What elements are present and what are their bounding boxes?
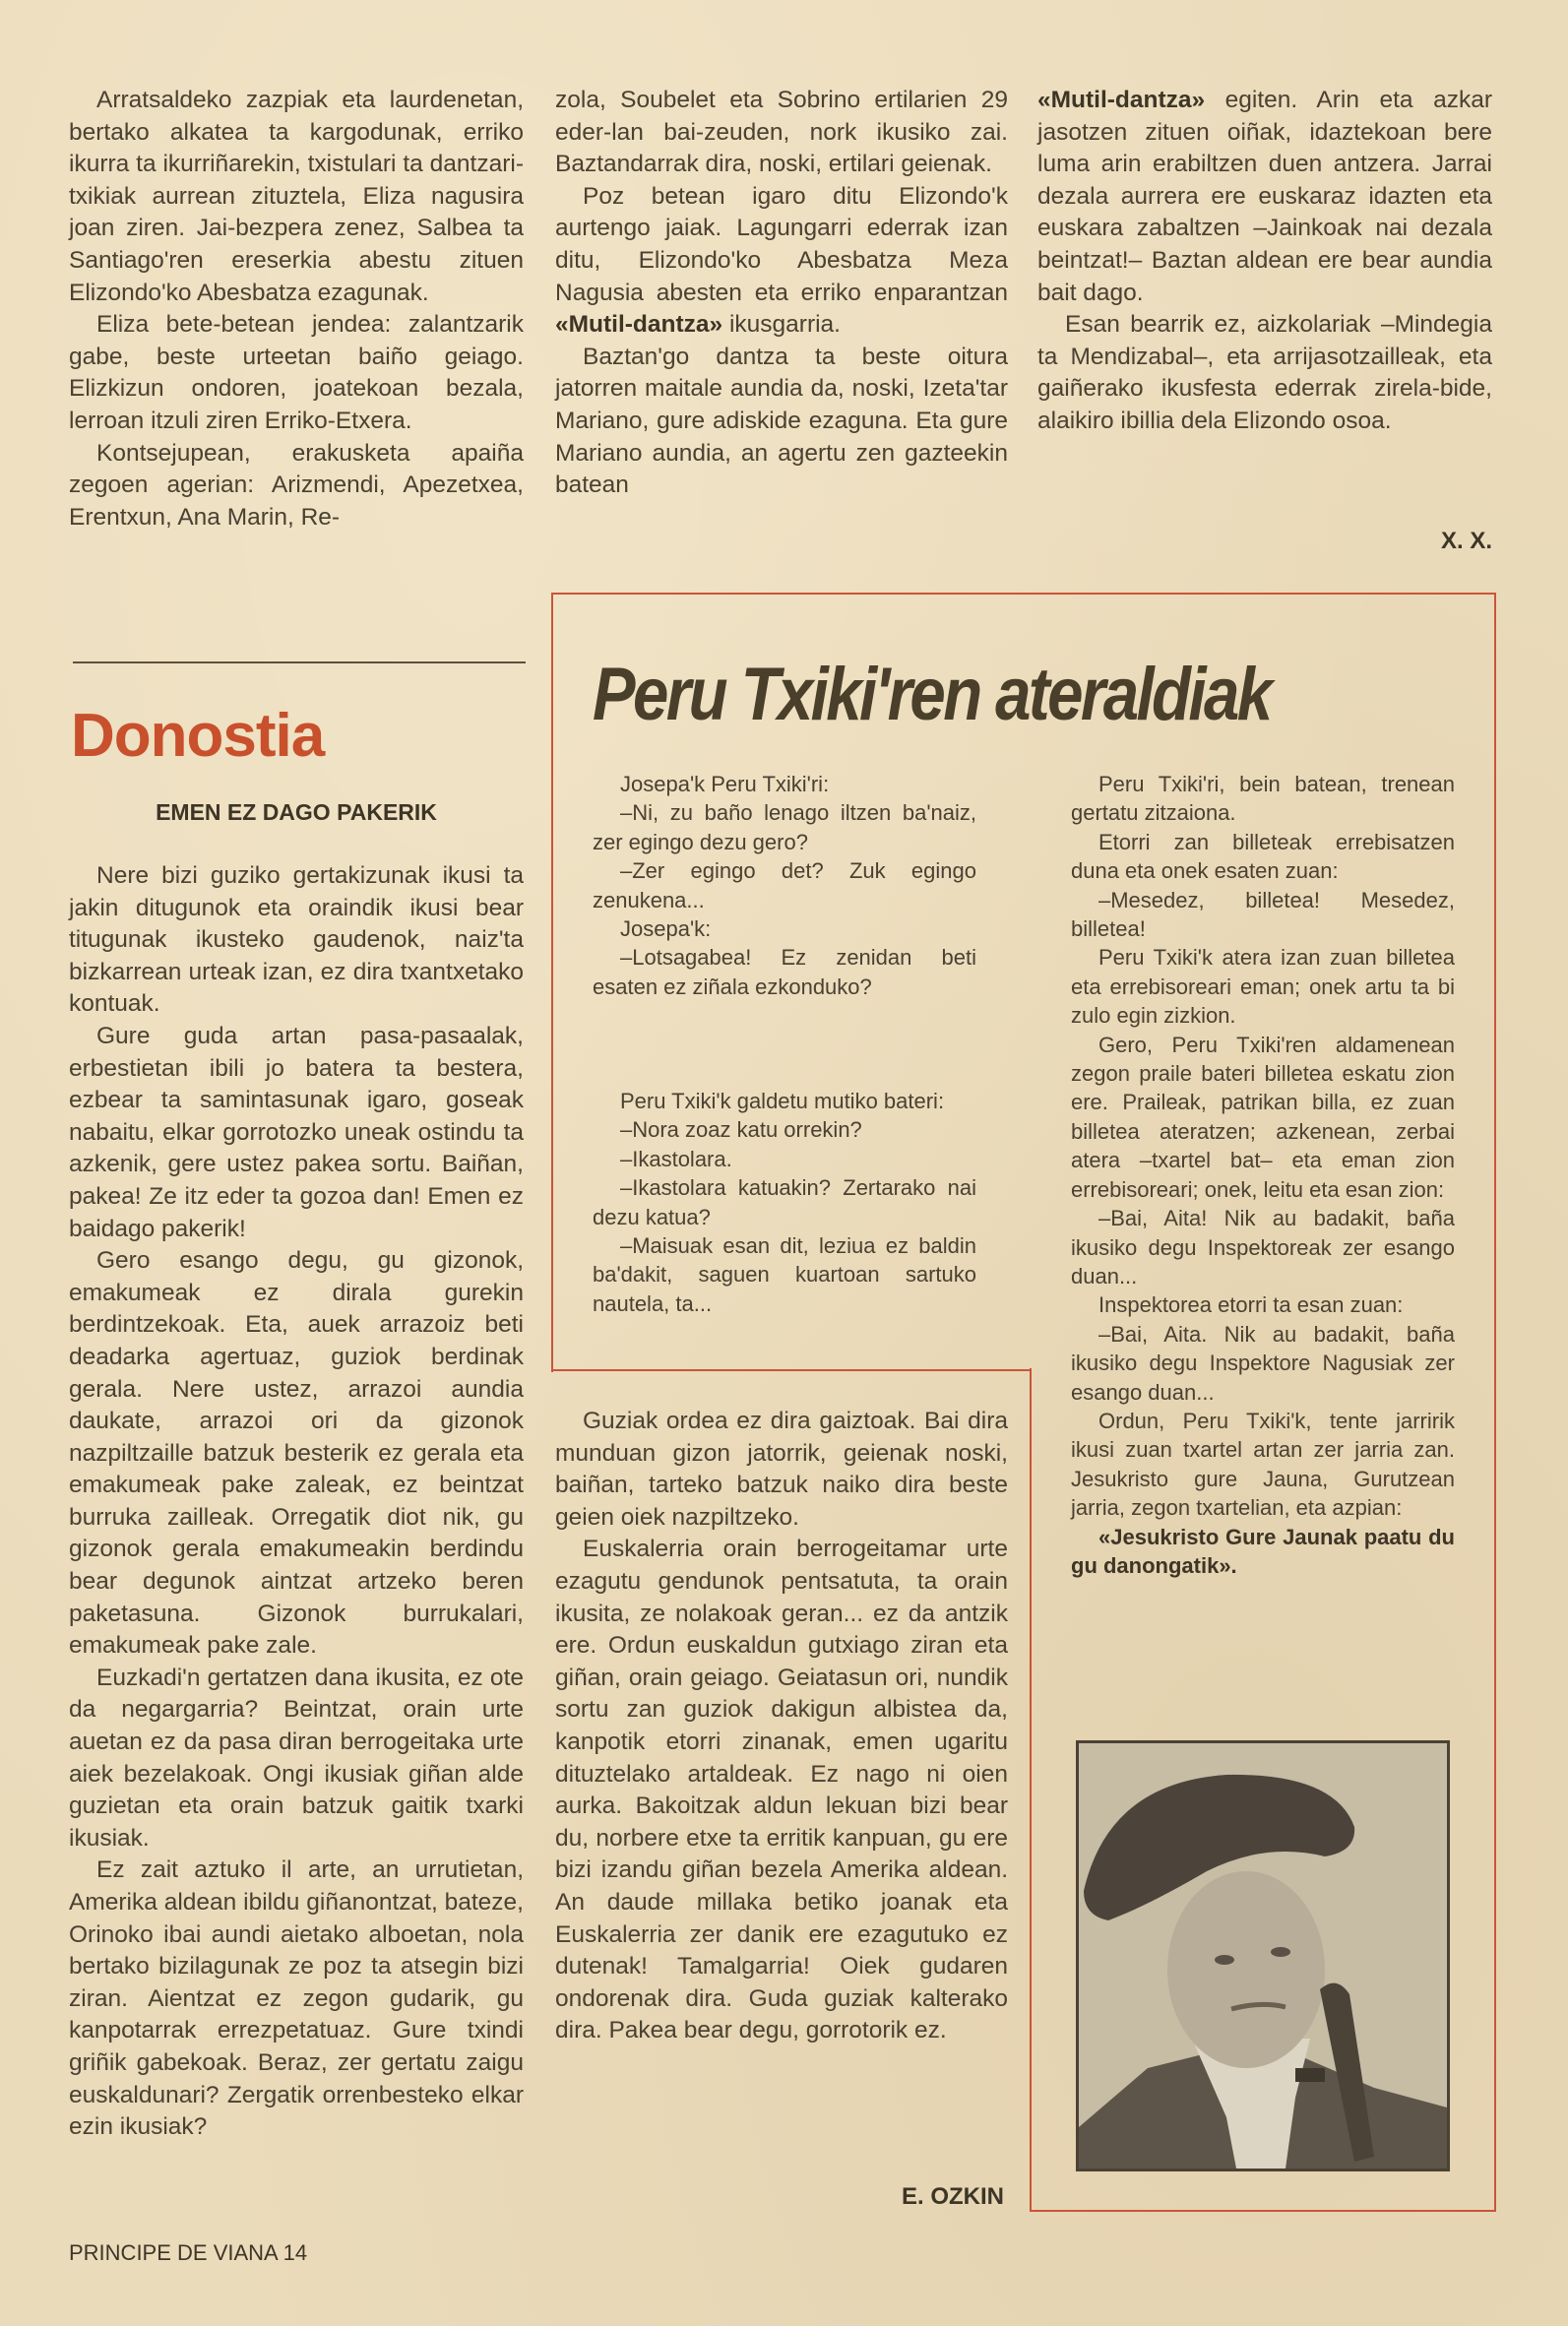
joke-line: –Ni, zu baño lenago iltzen ba'naiz, zer egingo dezu gero?	[593, 800, 976, 854]
bold-term: «Mutil-dantza»	[1037, 87, 1206, 113]
paragraph: zola, Soubelet eta Sobrino ertilarien 29 eder-lan bai-zeuden, nork ikusiko zai. Baztandarrak dira, noski, ertilari geienak.	[555, 87, 1008, 178]
paragraph: «Mutil-dantza» egiten. Arin eta azkar jasotzen zituen oiñak, idaztekoan bere luma arin erabiltzen duen antzera. Jarrai dezala aurrera ere euskaraz idazten eta euskara zabaltzen –Jainkoak nai dezala beintzat!– Baztan aldean ere bear aundia bait dago.	[1037, 87, 1492, 306]
paragraph: Gure guda artan pasa-pasaalak, erbestietan ibili jo batera ta bestera, ezbear ta samintasunak igaro, goseak nabaitu, elkar gorrotozko uneak ostindu ta azkenik, gere ustez pakea sortu. Baiñan, pakea! Ze itz eder ta gozoa dan! Emen ez baidago pakerik!	[69, 1022, 524, 1242]
joke-3	[1071, 770, 1455, 1580]
donostia-article-col1	[69, 860, 524, 2144]
paragraph: Esan bearrik ez, aizkolariak –Mindegia ta Mendizabal–, eta arrijasotzailleak, eta gaiñerako ikusfesta ederrak zirela-bide, alaikiro ibillia dela Elizondo osoa.	[1037, 311, 1492, 434]
portrait-illustration	[1079, 1743, 1447, 2169]
paragraph: Arratsaldeko zazpiak eta laurdenetan, bertako alkatea ta kargodunak, erriko ikurra ta ikurriñarekin, txistulari ta dantzari-txikiak aurrean zituztela, Eliza nagusira joan ziren. Jai-bezpera zenez, Salbea ta Santiago'ren ereserkia abestu zituen Elizondo'ko Abesbatza ezagunak.	[69, 87, 524, 306]
joke-line: –Zer egingo det? Zuk egingo zenukena...	[593, 858, 976, 912]
joke-line: –Nora zoaz katu orrekin?	[620, 1117, 862, 1143]
frame-divider	[551, 1369, 1030, 1371]
joke-line: Josepa'k Peru Txiki'ri:	[620, 772, 830, 796]
joke-line: –Ikastolara katuakin? Zertarako nai dezu katua?	[593, 1175, 976, 1229]
paragraph: Ez zait aztuko il arte, an urrutietan, Amerika aldean ibildu giñanontzat, bateze, Orinoko ibai aundi aietako alboetan, nola bertako bizilagunak ze poz ta atsegin bizi ziran. Aientzat ez zegon gudarik, gu kanpotarrak errezpetatuaz. Gure txindi griñik gabekoak. Beraz, zer gertatu zaigu euskaldunari? Zergatik orrenbesteko elkar ezin ikusiak?	[69, 1856, 524, 2141]
joke-2	[593, 1087, 976, 1318]
joke-line: –Mesedez, billetea! Mesedez, billetea!	[1071, 887, 1455, 942]
elizondo-article-col3	[1037, 85, 1492, 438]
article-signature: X. X.	[1440, 528, 1492, 554]
joke-line: –Ikastolara.	[620, 1146, 732, 1171]
section-heading: Donostia	[71, 702, 325, 770]
paragraph: Poz betean igaro ditu Elizondo'k aurtengo jaiak. Lagungarri ederrak izan ditu, Elizondo'ko Abesbatza Meza Nagusia abesten eta erriko enparantzan «Mutil-dantza» ikusgarria.	[555, 182, 1008, 339]
joke-line: Josepa'k:	[620, 916, 712, 942]
bold-term: «Mutil-dantza»	[555, 311, 723, 339]
elizondo-article-col1	[69, 85, 524, 534]
joke-punchline: «Jesukristo Gure Jaunak paatu du gu danongatik».	[1071, 1524, 1455, 1578]
elizondo-article-col2	[555, 85, 1008, 502]
paragraph: Eliza bete-betean jendea: zalantzarik gabe, beste urteetan baiño geiago. Elizkizun ondoren, joatekoan bezala, lerroan itzuli ziren Erriko-Etxera.	[69, 311, 524, 434]
paragraph: Baztan'go dantza ta beste oitura jatorren maitale aundia da, noski, Izeta'tar Mariano, gure adiskide ezaguna. Eta gure Mariano aundia, an agertu zen gazteekin batean	[555, 343, 1008, 499]
joke-line: Peru Txiki'ri, bein batean, trenean gertatu zitzaiona.	[1071, 772, 1455, 826]
article-subheading: EMEN EZ DAGO PAKERIK	[156, 799, 437, 825]
joke-line: Inspektorea etorri ta esan zuan:	[1098, 1292, 1404, 1318]
joke-line: –Maisuak esan dit, leziua ez baldin ba'dakit, saguen kuartoan sartuko nautela, ta...	[593, 1233, 976, 1316]
donostia-article-col2	[555, 1406, 1008, 2047]
joke-line: Gero, Peru Txiki'ren aldamenean zegon praile bateri billetea eskatu zion ere. Praileak, patrikan billa, ez zuan billetea ateratzen; azkenean, zerbai atera –txartel bat– eta eman zion errebisoreari; onek, leitu eta esan zion:	[1071, 1032, 1455, 1202]
box-title: Peru Txiki'ren ateraldiak	[593, 653, 1271, 736]
paragraph: Gero esango degu, gu gizonok, emakumeak ez dirala gurekin berdintzekoak. Eta, auek arrazoiz beti deadarka agertuaz, guziok berdinak gerala. Nere ustez, arrazoi aundia daukate, arrazoi ori da gizonok nazpiltzaille batzuk besterik ez gerala eta emakumeak pake zaleak, ez beintzat burruka zailleak. Orregatik diot nik, gu gizonok gerala emakumeakin berdindu bear degunok aintzat artzeko beren paketasuna. Gizonok burrukalari, emakumeak pake zale.	[69, 1247, 524, 1660]
joke-line: Etorri zan billeteak errebisatzen duna eta onek esaten zuan:	[1071, 829, 1455, 884]
portrait-photo	[1076, 1740, 1450, 2171]
paragraph: Euskalerria orain berrogeitamar urte ezagutu gendunok pentsatuta, ta orain ikusita, ze nolakoak geran... ez da antzik ere. Ordun euskaldun gutxiago ziran eta giñan, orain geiago. Geiatasun ori, nundik sortu zan guziok dakigun albistea da, kanpotik etorri zinanak, emen ugaritu dituztelako artaldeak. Ez nago ni oien aurka. Bakoitzak aldun lekuan bizi bear du, norbere etxe ta erritik kanpuan, gu ere bizi izandu giñan bezela Amerika aldean. An daude millaka betiko joanak eta Euskalerria zer danik ere ezagutuko ez dutenak! Tamalgarria! Oiek gudaren ondorenak dira. Guda guziak kalterako dira. Pakea bear degu, gorrotorik ez.	[555, 1536, 1008, 2044]
paragraph: Kontsejupean, erakusketa apaiña zegoen agerian: Arizmendi, Apezetxea, Erentxun, Ana Marin, Re-	[69, 439, 524, 531]
joke-line: Peru Txiki'k atera izan zuan billetea eta errebisoreari eman; onek artu ta bi zulo egin zizkion.	[1071, 945, 1455, 1029]
joke-line: –Bai, Aita! Nik au badakit, baña ikusiko degu Inspektoreak zer esango duan...	[1071, 1206, 1455, 1289]
joke-line: –Lotsagabea! Ez zenidan beti esaten ez ziñala ezkonduko?	[593, 945, 976, 999]
paragraph: Nere bizi guziko gertakizunak ikusi ta jakin ditugunok eta oraindik ikusi bear titugunak ikusteko gaudenok, naiz'ta bizkarrean urteak izan, ez dira txantxetako kontuak.	[69, 862, 524, 1018]
joke-line: Peru Txiki'k galdetu mutiko bateri:	[620, 1089, 945, 1113]
article-signature: E. OZKIN	[901, 2183, 1004, 2210]
section-divider	[73, 661, 526, 663]
page-footer: PRINCIPE DE VIANA 14	[69, 2240, 308, 2265]
joke-line: –Bai, Aita. Nik au badakit, baña ikusiko degu Inspektore Nagusiak zer esango duan...	[1071, 1321, 1455, 1405]
paragraph: Guziak ordea ez dira gaiztoak. Bai dira munduan gizon jatorrik, geienak noski, baiñan, tarteko batzuk naiko dira beste geien oiek nazpiltzeko.	[555, 1408, 1008, 1531]
joke-line: Ordun, Peru Txiki'k, tente jarririk ikusi zuan txartel artan zer jarria zan. Jesukristo gure Jauna, Gurutzean jarria, zegon txartelian, eta azpian:	[1071, 1408, 1455, 1521]
joke-1	[593, 770, 976, 1001]
paragraph: Euzkadi'n gertatzen dana ikusita, ez ote da negargarria? Beintzat, orain urte auetan ez da pasa diran berrogeitaka urte aiek bezelakoak. Ongi ikusiak giñan alde guzietan eta orain batzuk gaitik txarki ikusiak.	[69, 1664, 524, 1852]
